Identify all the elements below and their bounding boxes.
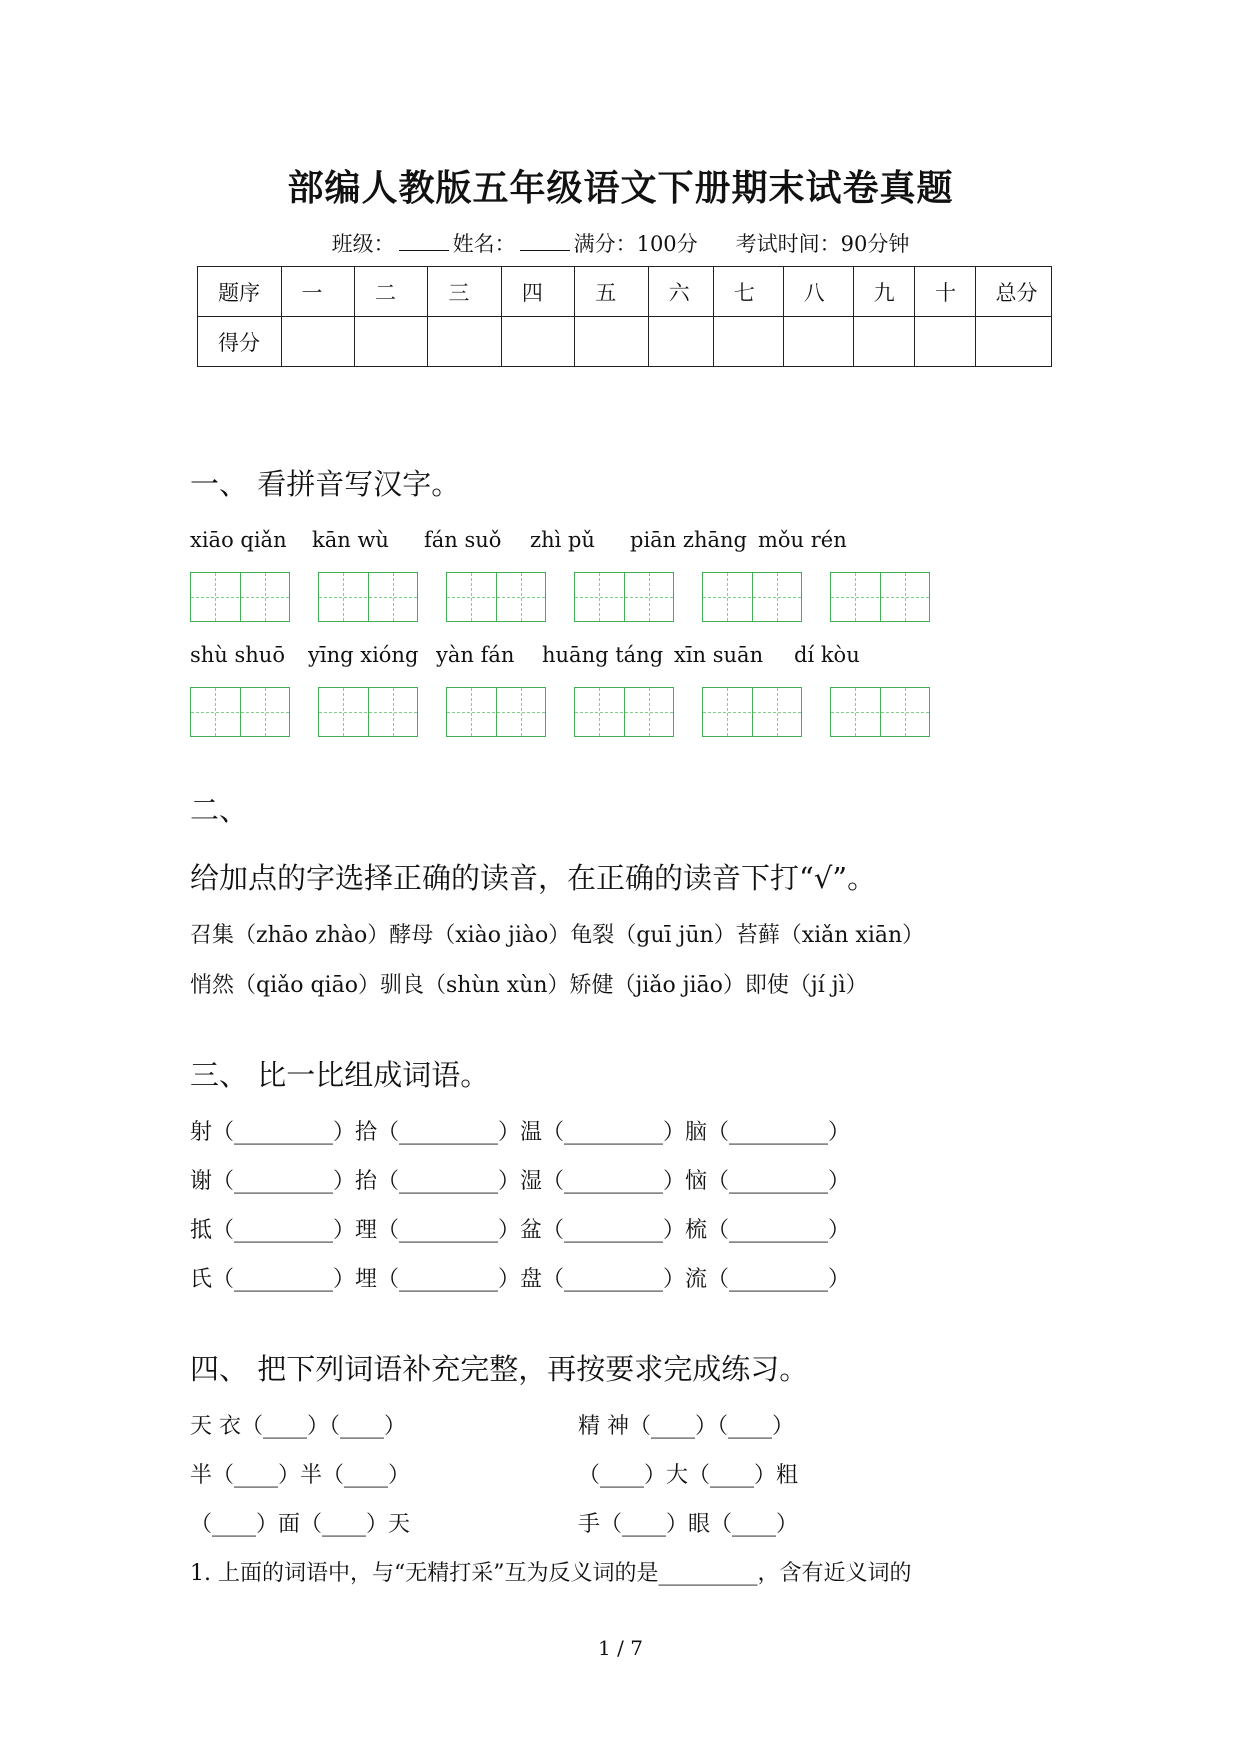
score-input-cell[interactable] xyxy=(853,317,915,367)
pinyin-label: piān zhāng xyxy=(630,528,747,552)
writing-grid[interactable] xyxy=(190,687,290,737)
section-3-heading: 三、 比一比组成词语。 xyxy=(190,1058,490,1092)
score-input-cell[interactable] xyxy=(575,317,648,367)
class-blank[interactable] xyxy=(399,232,449,251)
idiom-right-3: 手（____）眼（____） xyxy=(578,1512,799,1537)
score-header-cell: 十 xyxy=(915,267,975,317)
writing-grid[interactable] xyxy=(830,572,930,622)
full-score: 满分：100分 xyxy=(573,232,698,256)
score-header-cell: 题序 xyxy=(198,267,282,317)
score-table-header xyxy=(198,267,1052,317)
idiom-right-2: （____）大（____）粗 xyxy=(578,1463,799,1488)
writing-grid[interactable] xyxy=(318,572,418,622)
pinyin-label: zhì pǔ xyxy=(530,528,595,552)
writing-grid[interactable] xyxy=(318,687,418,737)
writing-grid[interactable] xyxy=(574,572,674,622)
score-header-cell: 总分 xyxy=(975,267,1051,317)
page-number: 1 / 7 xyxy=(598,1636,643,1660)
pinyin-label: fán suǒ xyxy=(424,528,502,552)
section-4-heading: 四、 把下列词语补充完整，再按要求完成练习。 xyxy=(190,1352,809,1386)
pinyin-label: xiāo qiǎn xyxy=(190,528,287,552)
score-input-cell[interactable] xyxy=(354,317,427,367)
score-header-cell: 六 xyxy=(648,267,713,317)
word-group-line-3: 抵（_________）理（_________）盆（_________）梳（_________） xyxy=(190,1218,851,1243)
writing-grid[interactable] xyxy=(190,572,290,622)
score-input-cell[interactable] xyxy=(281,317,354,367)
score-input-cell[interactable] xyxy=(783,317,853,367)
pinyin-label: xīn suān xyxy=(674,643,764,667)
idiom-left-1: 天 衣（____）（____） xyxy=(190,1414,406,1439)
pinyin-label: mǒu rén xyxy=(758,528,847,552)
writing-grid[interactable] xyxy=(702,572,802,622)
word-group-line-4: 氏（_________）埋（_________）盘（_________）流（_________） xyxy=(190,1267,851,1292)
writing-grid[interactable] xyxy=(446,687,546,737)
writing-grid[interactable] xyxy=(830,687,930,737)
name-blank[interactable] xyxy=(520,232,570,251)
idiom-left-3: （____）面（____）天 xyxy=(190,1512,411,1537)
section-2-heading: 给加点的字选择正确的读音，在正确的读音下打“√”。 xyxy=(190,861,877,895)
word-group-line-1: 射（_________）拾（_________）温（_________）脑（_________） xyxy=(190,1120,851,1145)
score-header-cell: 一 xyxy=(281,267,354,317)
question-1: 1. 上面的词语中，与“无精打采”互为反义词的是_________，含有近义词的 xyxy=(190,1561,912,1586)
pinyin-choice-line-2: 悄然（qiǎo qiāo）驯良（shùn xùn）矫健（jiǎo jiāo）即使（jí jì） xyxy=(190,973,868,998)
class-label: 班级： xyxy=(331,232,395,256)
name-label: 姓名： xyxy=(452,232,516,256)
score-table xyxy=(197,266,1052,367)
pinyin-label: huāng táng xyxy=(542,643,664,667)
word-group-line-2: 谢（_________）抬（_________）湿（_________）恼（_________） xyxy=(190,1169,851,1194)
idiom-right-1: 精 神（____）（____） xyxy=(578,1414,794,1439)
score-input-cell[interactable] xyxy=(428,317,501,367)
score-header-cell: 八 xyxy=(783,267,853,317)
section-2-number: 二、 xyxy=(190,793,249,827)
pinyin-label: dí kòu xyxy=(794,643,860,667)
score-row-label: 得分 xyxy=(198,317,282,367)
score-input-cell[interactable] xyxy=(915,317,975,367)
score-input-cell[interactable] xyxy=(501,317,574,367)
pinyin-label: kān wù xyxy=(312,528,389,552)
page-title: 部编人教版五年级语文下册期末试卷真题 xyxy=(287,168,954,209)
exam-time: 考试时间：90分钟 xyxy=(735,232,910,256)
writing-grid[interactable] xyxy=(574,687,674,737)
score-header-cell: 四 xyxy=(501,267,574,317)
pinyin-label: shù shuō xyxy=(190,643,285,667)
section-1-heading: 一、 看拼音写汉字。 xyxy=(190,467,461,501)
student-info xyxy=(0,228,1241,258)
score-header-cell: 三 xyxy=(428,267,501,317)
score-input-cell[interactable] xyxy=(648,317,713,367)
score-header-cell: 二 xyxy=(354,267,427,317)
pinyin-choice-line-1: 召集（zhāo zhào）酵母（xiào jiào）龟裂（guī jūn）苔藓（xiǎn xiān） xyxy=(190,923,925,948)
score-input-cell[interactable] xyxy=(713,317,783,367)
writing-grid[interactable] xyxy=(446,572,546,622)
pinyin-label: yīng xióng xyxy=(308,643,419,667)
score-header-cell: 七 xyxy=(713,267,783,317)
idiom-left-2: 半（____）半（____） xyxy=(190,1463,411,1488)
score-header-cell: 五 xyxy=(575,267,648,317)
score-table-row xyxy=(198,317,1052,367)
score-header-cell: 九 xyxy=(853,267,915,317)
writing-grid[interactable] xyxy=(702,687,802,737)
pinyin-label: yàn fán xyxy=(436,643,515,667)
score-input-cell[interactable] xyxy=(975,317,1051,367)
